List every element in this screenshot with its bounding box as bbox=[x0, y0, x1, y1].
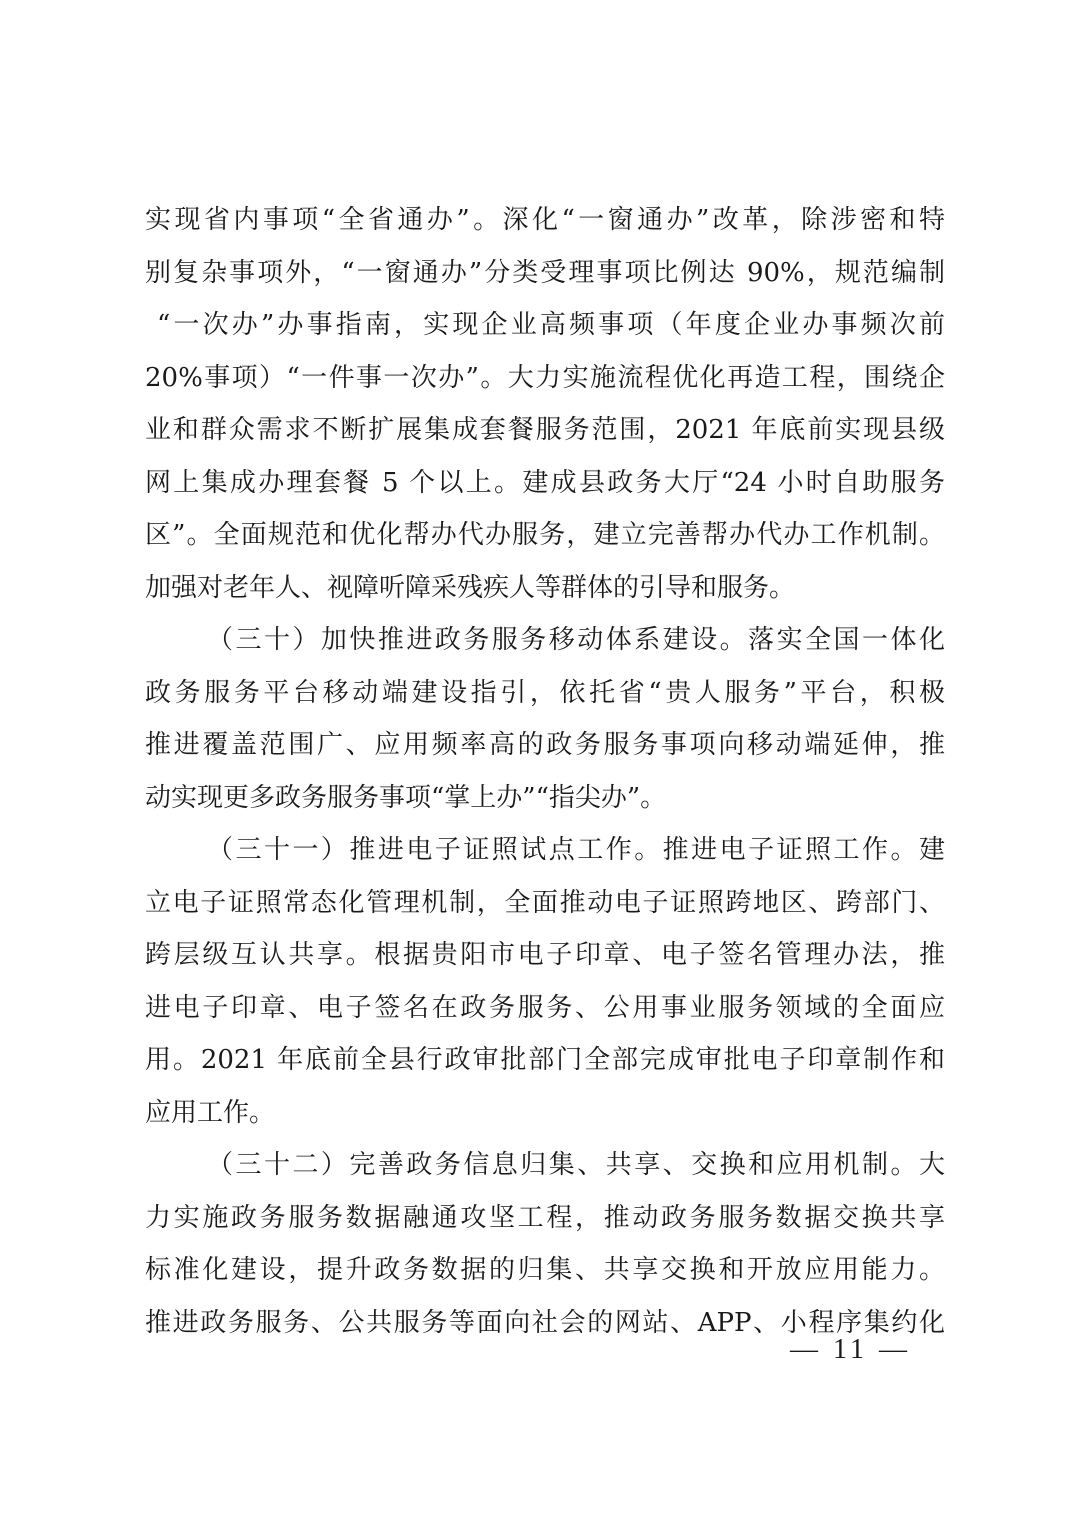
text-line: 区”。全面规范和优化帮办代办服务，建立完善帮办代办工作机制。 bbox=[145, 520, 945, 550]
text-line: “一次办”办事指南，实现企业高频事项（年度企业办事频次前 bbox=[157, 310, 945, 340]
text-line: 标准化建设，提升政务数据的归集、共享交换和开放应用能力。 bbox=[145, 1255, 945, 1285]
text-line: 跨层级互认共享。根据贵阳市电子印章、电子签名管理办法，推 bbox=[145, 940, 945, 970]
text-line: 别复杂事项外，“一窗通办”分类受理事项比例达 90%，规范编制 bbox=[145, 257, 945, 288]
text-line: 力实施政务服务数据融通攻坚工程，推动政务服务数据交换共享 bbox=[145, 1202, 945, 1233]
body-text bbox=[145, 194, 945, 1349]
page-number: — 11 — bbox=[790, 1334, 911, 1365]
text-line: 推进覆盖范围广、应用频率高的政务服务事项向移动端延伸，推 bbox=[145, 730, 945, 760]
text-line: 推进政务服务、公共服务等面向社会的网站、APP、小程序集约化 bbox=[145, 1307, 945, 1338]
text-line: 加强对老年人、视障听障采残疾人等群体的引导和服务。 bbox=[145, 572, 796, 603]
text-line: 20%事项）“一件事一次办”。大力实施流程优化再造工程，围绕企 bbox=[145, 362, 945, 393]
text-line: 进电子印章、电子签名在政务服务、公用事业服务领域的全面应 bbox=[145, 992, 945, 1023]
section-heading-line: （三十）加快推进政务服务移动体系建设。落实全国一体化 bbox=[207, 625, 945, 655]
section-heading-line: （三十一）推进电子证照试点工作。推进电子证照工作。建 bbox=[207, 835, 945, 865]
text-line: 用。2021 年底前全县行政审批部门全部完成审批电子印章制作和 bbox=[145, 1045, 945, 1075]
text-line: 应用工作。 bbox=[145, 1097, 276, 1128]
text-line: 动实现更多政务服务事项“掌上办”“指尖办”。 bbox=[145, 782, 667, 813]
text-line: 网上集成办理套餐 5 个以上。建成县政务大厅“24 小时自助服务 bbox=[145, 467, 945, 498]
text-line: 业和群众需求不断扩展集成套餐服务范围，2021 年底前实现县级 bbox=[145, 415, 945, 445]
text-line: 立电子证照常态化管理机制，全面推动电子证照跨地区、跨部门、 bbox=[145, 887, 945, 918]
text-line: 实现省内事项“全省通办”。深化“一窗通办”改革，除涉密和特 bbox=[145, 205, 945, 235]
text-line: 政务服务平台移动端建设指引，依托省“贵人服务”平台，积极 bbox=[145, 677, 945, 708]
section-heading-line: （三十二）完善政务信息归集、共享、交换和应用机制。大 bbox=[207, 1150, 945, 1180]
